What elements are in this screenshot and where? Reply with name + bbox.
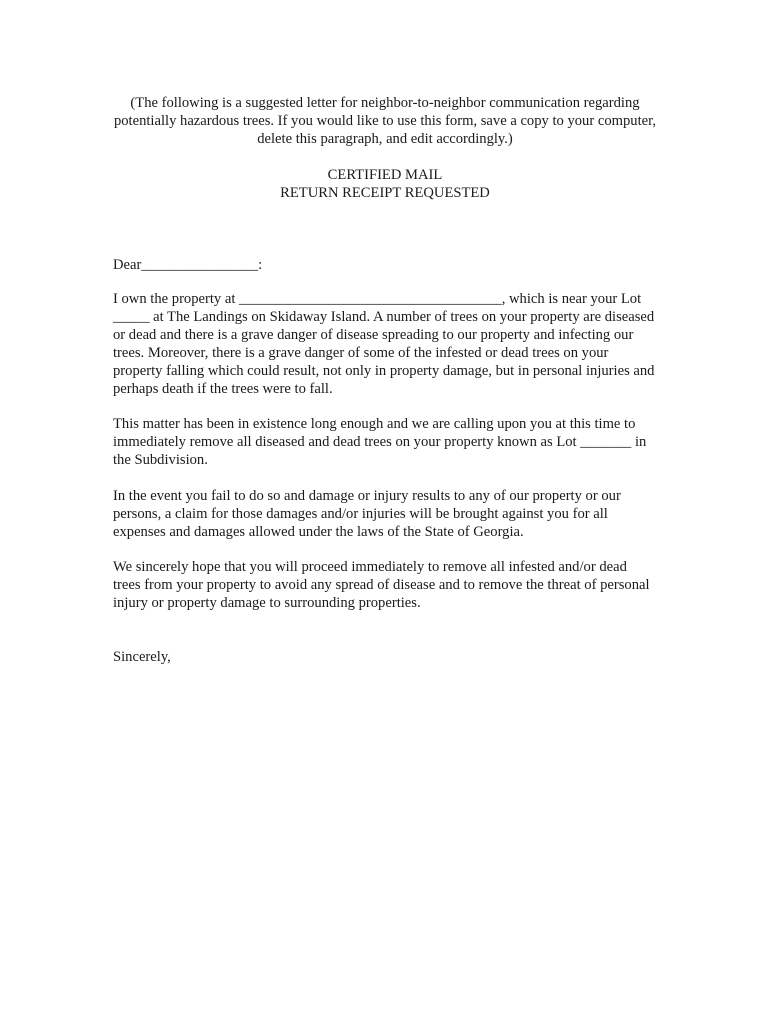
heading-return-receipt: RETURN RECEIPT REQUESTED <box>280 185 490 201</box>
closing: Sincerely, <box>113 649 171 665</box>
paragraph-property: I own the property at ____________________________________, which is near your Lot _____ at The Landings on Skidaway Island. A number of trees on your property are diseased or dead and there is a grave danger of disease spreading to our property and infecting our trees. Moreover, there is a grave danger of some of the infested or dead trees on your property falling which could result, not only in property damage, but in personal injuries and perhaps death if the trees were to fall. <box>113 291 655 397</box>
intro-note: (The following is a suggested letter for neighbor-to-neighbor communication regarding potentially hazardous trees. If you would like to use this form, save a copy to your computer, delete this paragraph, and edit accordingly.) <box>113 95 657 147</box>
heading-certified-mail: CERTIFIED MAIL <box>327 167 443 183</box>
paragraph-hope: We sincerely hope that you will proceed immediately to remove all infested and/or dead trees from your property to avoid any spread of disease and to remove the threat of personal injury or property damage to surrounding properties. <box>113 559 650 611</box>
salutation: Dear________________: <box>113 257 263 273</box>
paragraph-demand: This matter has been in existence long enough and we are calling upon you at this time to immediately remove all diseased and dead trees on your property known as Lot _______ in the Subdivision. <box>113 416 647 468</box>
mail-heading <box>113 166 657 202</box>
paragraph-liability: In the event you fail to do so and damage or injury results to any of our property or our persons, a claim for those damages and/or injuries will be brought against you for all expenses and damages allowed under the laws of the State of Georgia. <box>113 488 621 540</box>
